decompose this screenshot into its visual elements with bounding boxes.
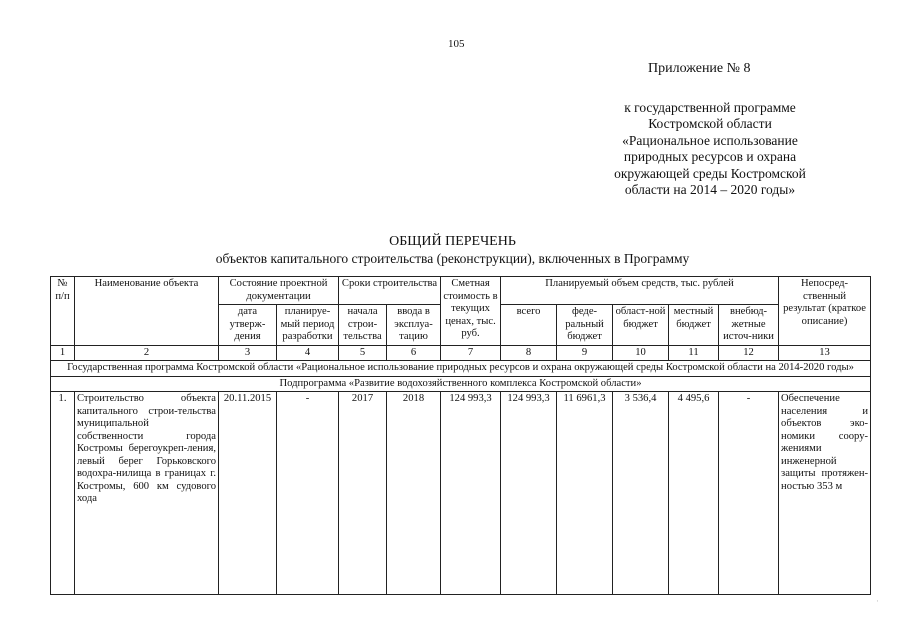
appendix-line: Костромской области [648, 116, 772, 132]
header-planned-period: планируе-мый период разработки [277, 305, 339, 346]
row-total: 124 993,3 [501, 392, 557, 595]
row-result-text: Обеспечение населения и объектов эко-номики соору-жениями инженерной защиты протяжен-ностью 353 м [781, 393, 869, 492]
row-regional: 3 536,4 [613, 392, 669, 595]
row-commission: 2018 [387, 392, 441, 595]
row-start: 2017 [339, 392, 387, 595]
header-local: местный бюджет [669, 305, 719, 346]
scan-mark: · [876, 596, 879, 606]
row-federal: 11 6961,3 [557, 392, 613, 595]
header-regional: област-ной бюджет [613, 305, 669, 346]
row-result [779, 392, 871, 595]
column-number: 2 [75, 345, 219, 361]
column-number: 9 [557, 345, 613, 361]
appendix-line: к государственной программе [624, 100, 796, 115]
document-subtitle: объектов капитального строительства (реконструкции), включенных в Программу [215, 251, 690, 266]
header-start: начала строи-тельства [339, 305, 387, 346]
subprogram-title-cell: Подпрограмма «Развитие водохозяйственного комплекса Костромской области» [51, 376, 871, 392]
column-number: 1 [51, 345, 75, 361]
row-object-name [75, 392, 219, 595]
header-name: Наименование объекта [75, 277, 219, 346]
header-design-state: Состояние проектной документации [219, 277, 339, 305]
row-extrabudget: - [719, 392, 779, 595]
column-number: 11 [669, 345, 719, 361]
program-row [51, 361, 871, 377]
row-local: 4 495,6 [669, 392, 719, 595]
column-number: 12 [719, 345, 779, 361]
header-federal: феде-ральный бюджет [557, 305, 613, 346]
table-row [51, 392, 871, 595]
column-number: 5 [339, 345, 387, 361]
column-number: 10 [613, 345, 669, 361]
column-number: 4 [277, 345, 339, 361]
column-number: 8 [501, 345, 557, 361]
document-title: ОБЩИЙ ПЕРЕЧЕНЬ [389, 234, 516, 249]
header-total: всего [501, 305, 557, 346]
header-result: Непосред-ственный результат (краткое описание) [779, 277, 871, 346]
header-extrabudget: внебюд-жетные источ-ники [719, 305, 779, 346]
column-number: 6 [387, 345, 441, 361]
header-commission: ввода в эксплуа-тацию [387, 305, 441, 346]
header-estimated-cost: Сметная стоимость в текущих ценах, тыс. руб. [441, 277, 501, 346]
row-object-name-text: Строительство объекта капитального строи-тельства муниципальной собственности города Костромы берегоукреп-ления, левый берег Горьковского водохра-нилища в границах г. Костромы, 600 км судового хода [77, 393, 216, 504]
column-number-row [51, 345, 871, 361]
column-number: 7 [441, 345, 501, 361]
row-num: 1. [51, 392, 75, 595]
row-estimated-cost: 124 993,3 [441, 392, 501, 595]
appendix-reference [600, 100, 820, 198]
appendix-line: окружающей среды Костромской [614, 165, 806, 181]
appendix-line: «Рациональное использование [622, 132, 798, 148]
page-number: 105 [448, 38, 465, 50]
column-number: 13 [779, 345, 871, 361]
appendix-line: области на 2014 – 2020 годы» [624, 182, 796, 198]
subprogram-row [51, 376, 871, 392]
column-number: 3 [219, 345, 277, 361]
appendix-line: природных ресурсов и охрана [623, 149, 797, 165]
row-approval-date: 20.11.2015 [219, 392, 277, 595]
header-planned-funds: Планируемый объем средств, тыс. рублей [501, 277, 779, 305]
construction-objects-table [50, 276, 871, 595]
program-title-cell: Государственная программа Костромской области «Рациональное использование природных ресурсов и охрана окружающей среды Костромской области на 2014-2020 годы» [51, 361, 871, 377]
appendix-title: Приложение № 8 [648, 61, 751, 76]
header-row-1 [51, 277, 871, 305]
header-num: № п/п [51, 277, 75, 346]
header-terms: Сроки строительства [339, 277, 441, 305]
header-approval-date: дата утверж-дения [219, 305, 277, 346]
row-planned-period: - [277, 392, 339, 595]
